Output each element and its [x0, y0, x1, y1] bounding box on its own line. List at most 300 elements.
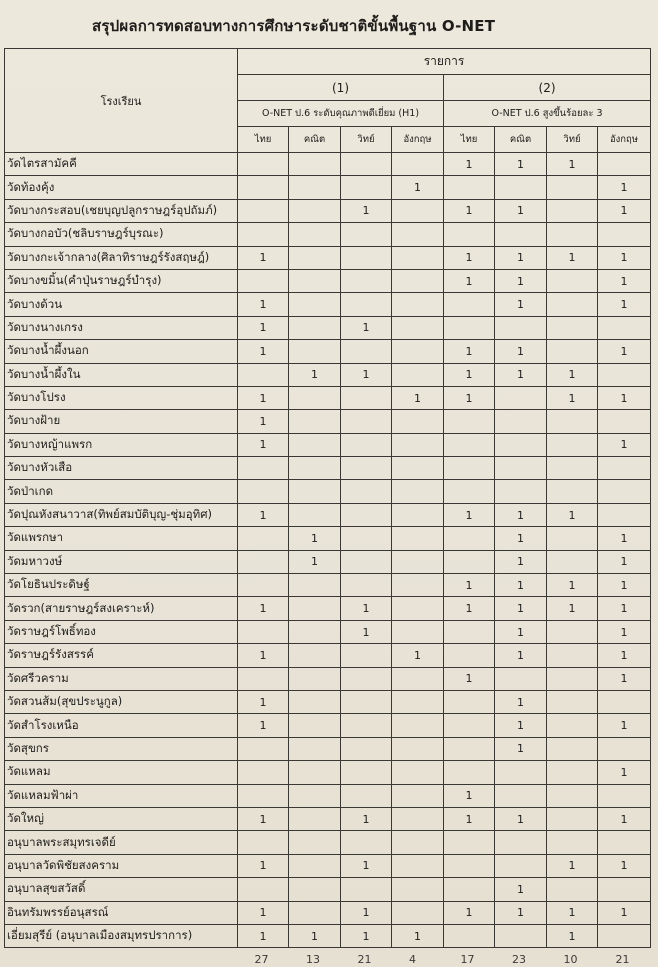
result-cell: 1 — [495, 807, 547, 830]
result-cell — [289, 690, 341, 713]
table-row — [5, 597, 651, 620]
result-cell — [495, 410, 547, 433]
result-cell — [392, 246, 444, 269]
result-cell: 1 — [238, 901, 289, 924]
result-cell — [392, 854, 444, 877]
result-cell — [547, 784, 598, 807]
result-cell — [341, 644, 392, 667]
result-cell: 1 — [444, 363, 495, 386]
result-cell — [289, 480, 341, 503]
result-cell: 1 — [547, 246, 598, 269]
result-cell — [444, 457, 495, 480]
result-cell: 1 — [495, 503, 547, 526]
result-cell — [238, 831, 289, 854]
result-cell — [238, 527, 289, 550]
result-cell — [598, 878, 651, 901]
result-cell — [444, 176, 495, 199]
result-cell: 1 — [341, 854, 392, 877]
result-cell: 1 — [238, 246, 289, 269]
result-cell — [547, 223, 598, 246]
result-cell: 1 — [238, 924, 289, 947]
result-cell — [289, 410, 341, 433]
result-cell — [289, 737, 341, 760]
result-cell — [444, 878, 495, 901]
result-cell — [444, 223, 495, 246]
result-cell — [341, 831, 392, 854]
school-name: วัดสุขกร — [5, 737, 238, 760]
page-title: สรุปผลการทดสอบทางการศึกษาระดับชาติขั้นพื้นฐาน O-NET — [92, 17, 496, 35]
column-total: 21 — [357, 953, 372, 966]
school-name: วัดราษฎร์รังสรรค์ — [5, 644, 238, 667]
result-cell — [547, 550, 598, 573]
result-cell: 1 — [238, 340, 289, 363]
result-cell — [444, 550, 495, 573]
result-cell — [392, 293, 444, 316]
result-cell — [547, 878, 598, 901]
result-cell: 1 — [289, 363, 341, 386]
table-row — [5, 246, 651, 269]
result-cell — [598, 223, 651, 246]
result-cell — [598, 363, 651, 386]
table-row — [5, 690, 651, 713]
result-cell — [598, 784, 651, 807]
result-cell — [341, 433, 392, 456]
result-cell: 1 — [341, 807, 392, 830]
result-cell — [238, 176, 289, 199]
result-cell — [392, 153, 444, 176]
result-cell: 1 — [598, 176, 651, 199]
result-cell — [444, 480, 495, 503]
result-cell — [547, 714, 598, 737]
result-cell: 1 — [289, 924, 341, 947]
result-cell — [341, 153, 392, 176]
result-cell — [392, 503, 444, 526]
result-cell — [289, 761, 341, 784]
result-cell: 1 — [392, 176, 444, 199]
table-row — [5, 807, 651, 830]
result-cell — [392, 620, 444, 643]
group2-label: O-NET ป.6 สูงขึ้นร้อยละ 3 — [444, 101, 651, 127]
result-cell — [547, 480, 598, 503]
result-cell: 1 — [547, 386, 598, 409]
column-total: 13 — [306, 953, 320, 966]
school-name: วัดแหลมฟ้าผ่า — [5, 784, 238, 807]
result-cell — [289, 199, 341, 222]
result-cell — [341, 784, 392, 807]
result-cell: 1 — [341, 620, 392, 643]
result-cell — [238, 574, 289, 597]
column-total: 17 — [460, 953, 475, 966]
result-cell — [392, 269, 444, 292]
result-cell — [289, 503, 341, 526]
result-cell — [238, 269, 289, 292]
result-cell: 1 — [341, 924, 392, 947]
result-cell: 1 — [238, 644, 289, 667]
table-row — [5, 924, 651, 947]
table-row — [5, 878, 651, 901]
result-cell — [547, 457, 598, 480]
result-cell: 1 — [238, 807, 289, 830]
result-cell — [238, 667, 289, 690]
subject-header: วิทย์ — [341, 127, 392, 153]
school-name: วัดปุณหังสนาวาส(ทิพย์สมบัติบุญ-ชุ่มอุทิศ) — [5, 503, 238, 526]
result-cell: 1 — [495, 597, 547, 620]
result-cell — [598, 690, 651, 713]
result-cell — [289, 667, 341, 690]
result-cell — [547, 293, 598, 316]
result-cell — [392, 878, 444, 901]
result-cell — [289, 246, 341, 269]
column-total: 4 — [409, 953, 416, 966]
school-name: อินทรัมพรรย์อนุสรณ์ — [5, 901, 238, 924]
result-cell: 1 — [598, 620, 651, 643]
result-cell — [392, 574, 444, 597]
result-cell: 1 — [495, 644, 547, 667]
result-cell: 1 — [598, 527, 651, 550]
result-cell — [598, 316, 651, 339]
result-cell: 1 — [495, 340, 547, 363]
result-cell — [341, 246, 392, 269]
result-cell — [289, 620, 341, 643]
result-cell: 1 — [341, 316, 392, 339]
result-cell — [238, 878, 289, 901]
result-cell — [392, 457, 444, 480]
result-cell: 1 — [495, 878, 547, 901]
result-cell: 1 — [547, 574, 598, 597]
result-cell: 1 — [495, 690, 547, 713]
result-cell: 1 — [547, 924, 598, 947]
result-cell — [289, 807, 341, 830]
table-row — [5, 153, 651, 176]
result-cell — [238, 620, 289, 643]
result-cell — [547, 176, 598, 199]
result-cell — [495, 457, 547, 480]
table-row — [5, 620, 651, 643]
result-cell: 1 — [444, 340, 495, 363]
result-cell — [392, 807, 444, 830]
result-cell — [444, 690, 495, 713]
result-cell — [547, 667, 598, 690]
result-cell: 1 — [238, 386, 289, 409]
result-cell — [495, 480, 547, 503]
result-cell — [444, 714, 495, 737]
result-cell: 1 — [341, 199, 392, 222]
result-cell — [598, 503, 651, 526]
result-cell — [444, 433, 495, 456]
result-cell — [495, 831, 547, 854]
result-cell — [289, 831, 341, 854]
table-row — [5, 433, 651, 456]
school-name: วัดบางขมิ้น(คำปุ่นราษฎร์บำรุง) — [5, 269, 238, 292]
result-cell: 1 — [495, 269, 547, 292]
table-row — [5, 386, 651, 409]
result-cell — [444, 293, 495, 316]
result-cell — [547, 269, 598, 292]
result-cell — [444, 854, 495, 877]
result-cell: 1 — [444, 503, 495, 526]
result-cell — [444, 410, 495, 433]
result-cell: 1 — [598, 807, 651, 830]
result-cell — [289, 293, 341, 316]
school-name: วัดใหญ่ — [5, 807, 238, 830]
result-cell: 1 — [547, 854, 598, 877]
result-cell — [238, 480, 289, 503]
result-cell: 1 — [495, 246, 547, 269]
school-name: อนุบาลวัดพิชัยสงคราม — [5, 854, 238, 877]
result-cell — [598, 924, 651, 947]
result-cell — [598, 457, 651, 480]
school-name: วัดบางกะเจ้ากลาง(ศิลาทิราษฎร์รังสฤษฎ์) — [5, 246, 238, 269]
result-cell — [341, 340, 392, 363]
result-cell — [392, 316, 444, 339]
school-name: วัดบางกระสอบ(เชยบุญปลูกราษฎร์อุปถัมภ์) — [5, 199, 238, 222]
result-cell — [341, 269, 392, 292]
result-cell — [444, 316, 495, 339]
result-cell — [289, 574, 341, 597]
result-cell — [341, 574, 392, 597]
result-cell: 1 — [238, 433, 289, 456]
school-name: วัดบางนางเกรง — [5, 316, 238, 339]
table-row — [5, 644, 651, 667]
school-name: วัดราษฎร์โพธิ์ทอง — [5, 620, 238, 643]
items-header: รายการ — [238, 49, 651, 75]
result-cell — [341, 761, 392, 784]
result-cell: 1 — [495, 199, 547, 222]
result-cell: 1 — [598, 901, 651, 924]
result-cell — [392, 550, 444, 573]
result-cell: 1 — [444, 901, 495, 924]
result-cell — [289, 340, 341, 363]
column-total: 23 — [512, 953, 526, 966]
result-cell: 1 — [495, 153, 547, 176]
result-cell: 1 — [547, 363, 598, 386]
result-cell: 1 — [238, 503, 289, 526]
result-cell: 1 — [495, 293, 547, 316]
results-table — [4, 48, 651, 948]
school-column-header: โรงเรียน — [5, 49, 238, 153]
result-cell — [495, 223, 547, 246]
result-cell: 1 — [289, 550, 341, 573]
result-cell: 1 — [392, 924, 444, 947]
column-total: 21 — [615, 953, 630, 966]
result-cell — [444, 644, 495, 667]
result-cell — [392, 410, 444, 433]
result-cell — [289, 878, 341, 901]
school-name: วัดแพรกษา — [5, 527, 238, 550]
table-row — [5, 269, 651, 292]
result-cell — [238, 223, 289, 246]
result-cell: 1 — [238, 854, 289, 877]
result-cell: 1 — [547, 503, 598, 526]
result-cell: 1 — [392, 644, 444, 667]
result-cell — [289, 433, 341, 456]
table-row — [5, 784, 651, 807]
result-cell: 1 — [341, 901, 392, 924]
result-cell: 1 — [598, 433, 651, 456]
result-cell — [547, 807, 598, 830]
result-cell — [598, 153, 651, 176]
result-cell: 1 — [444, 269, 495, 292]
result-cell — [444, 761, 495, 784]
subject-header: คณิต — [495, 127, 547, 153]
result-cell — [495, 316, 547, 339]
result-cell — [238, 784, 289, 807]
result-cell — [238, 153, 289, 176]
result-cell: 1 — [444, 386, 495, 409]
school-name: วัดบางน้ำผึ้งใน — [5, 363, 238, 386]
result-cell: 1 — [598, 667, 651, 690]
result-cell: 1 — [547, 597, 598, 620]
school-name: อนุบาลสุขสวัสดิ์ — [5, 878, 238, 901]
result-cell: 1 — [238, 714, 289, 737]
result-cell: 1 — [238, 410, 289, 433]
result-cell — [238, 737, 289, 760]
result-cell — [289, 457, 341, 480]
result-cell — [289, 644, 341, 667]
result-cell — [547, 690, 598, 713]
result-cell — [547, 644, 598, 667]
result-cell: 1 — [598, 714, 651, 737]
subject-header: ไทย — [238, 127, 289, 153]
school-name: วัดสำโรงเหนือ — [5, 714, 238, 737]
result-cell — [341, 667, 392, 690]
result-cell: 1 — [598, 761, 651, 784]
result-cell — [341, 878, 392, 901]
result-cell: 1 — [598, 854, 651, 877]
table-row — [5, 480, 651, 503]
result-cell — [341, 410, 392, 433]
result-cell: 1 — [495, 527, 547, 550]
table-row — [5, 831, 651, 854]
result-cell — [238, 199, 289, 222]
school-name: วัดป่าเกด — [5, 480, 238, 503]
result-cell — [547, 831, 598, 854]
result-cell — [238, 550, 289, 573]
table-row — [5, 574, 651, 597]
group1-label: O-NET ป.6 ระดับคุณภาพดีเยี่ยม (H1) — [238, 101, 444, 127]
result-cell — [289, 316, 341, 339]
result-cell — [392, 223, 444, 246]
school-name: วัดศรีวคราม — [5, 667, 238, 690]
result-cell — [444, 620, 495, 643]
subject-header: วิทย์ — [547, 127, 598, 153]
result-cell — [289, 223, 341, 246]
result-cell — [392, 433, 444, 456]
table-row — [5, 176, 651, 199]
result-cell: 1 — [238, 293, 289, 316]
result-cell — [392, 784, 444, 807]
result-cell — [547, 433, 598, 456]
result-cell: 1 — [289, 527, 341, 550]
result-cell: 1 — [495, 574, 547, 597]
subject-header: คณิต — [289, 127, 341, 153]
table-row — [5, 293, 651, 316]
result-cell — [547, 527, 598, 550]
result-cell — [495, 784, 547, 807]
result-cell — [289, 784, 341, 807]
result-cell — [289, 269, 341, 292]
result-cell — [495, 761, 547, 784]
result-cell — [289, 854, 341, 877]
school-name: วัดบางน้ำผึ้งนอก — [5, 340, 238, 363]
table-row — [5, 854, 651, 877]
result-cell — [341, 480, 392, 503]
result-cell — [341, 690, 392, 713]
result-cell: 1 — [598, 574, 651, 597]
result-cell — [289, 153, 341, 176]
school-name: เอี่ยมสุรีย์ (อนุบาลเมืองสมุทรปราการ) — [5, 924, 238, 947]
table-row — [5, 527, 651, 550]
table-row — [5, 737, 651, 760]
result-cell — [238, 457, 289, 480]
result-cell: 1 — [598, 340, 651, 363]
result-cell: 1 — [238, 316, 289, 339]
school-name: วัดไตรสามัคคี — [5, 153, 238, 176]
result-cell — [444, 737, 495, 760]
result-cell — [444, 831, 495, 854]
result-cell — [392, 690, 444, 713]
column-total: 10 — [563, 953, 578, 966]
result-cell — [341, 503, 392, 526]
table-row — [5, 550, 651, 573]
result-cell: 1 — [444, 807, 495, 830]
column-totals — [4, 953, 650, 967]
result-cell — [598, 480, 651, 503]
result-cell — [392, 901, 444, 924]
result-cell: 1 — [495, 550, 547, 573]
school-name: วัดบางด้วน — [5, 293, 238, 316]
school-name: วัดบางกอบัว(ชลิบราษฎร์บุรณะ) — [5, 223, 238, 246]
result-cell — [547, 340, 598, 363]
result-cell — [392, 527, 444, 550]
result-cell — [392, 363, 444, 386]
table-row — [5, 410, 651, 433]
result-cell — [495, 667, 547, 690]
result-cell — [598, 410, 651, 433]
result-cell — [392, 480, 444, 503]
table-row — [5, 503, 651, 526]
result-cell — [598, 737, 651, 760]
school-name: วัดบางฝ้าย — [5, 410, 238, 433]
result-cell — [341, 457, 392, 480]
result-cell — [289, 901, 341, 924]
table-row — [5, 199, 651, 222]
subject-header: อังกฤษ — [598, 127, 651, 153]
result-cell: 1 — [341, 597, 392, 620]
result-cell — [341, 527, 392, 550]
result-cell: 1 — [547, 901, 598, 924]
result-cell — [341, 386, 392, 409]
school-name: วัดบางหญ้าแพรก — [5, 433, 238, 456]
result-cell — [547, 761, 598, 784]
result-cell: 1 — [444, 153, 495, 176]
subject-header: อังกฤษ — [392, 127, 444, 153]
result-cell — [289, 386, 341, 409]
group1-number: (1) — [238, 75, 444, 101]
table-row — [5, 457, 651, 480]
result-cell — [238, 761, 289, 784]
result-cell: 1 — [547, 153, 598, 176]
result-cell: 1 — [598, 550, 651, 573]
result-cell — [495, 854, 547, 877]
result-cell — [238, 363, 289, 386]
table-row — [5, 340, 651, 363]
result-cell: 1 — [238, 597, 289, 620]
result-cell — [392, 667, 444, 690]
result-cell — [495, 176, 547, 199]
result-cell: 1 — [598, 269, 651, 292]
result-cell — [547, 620, 598, 643]
